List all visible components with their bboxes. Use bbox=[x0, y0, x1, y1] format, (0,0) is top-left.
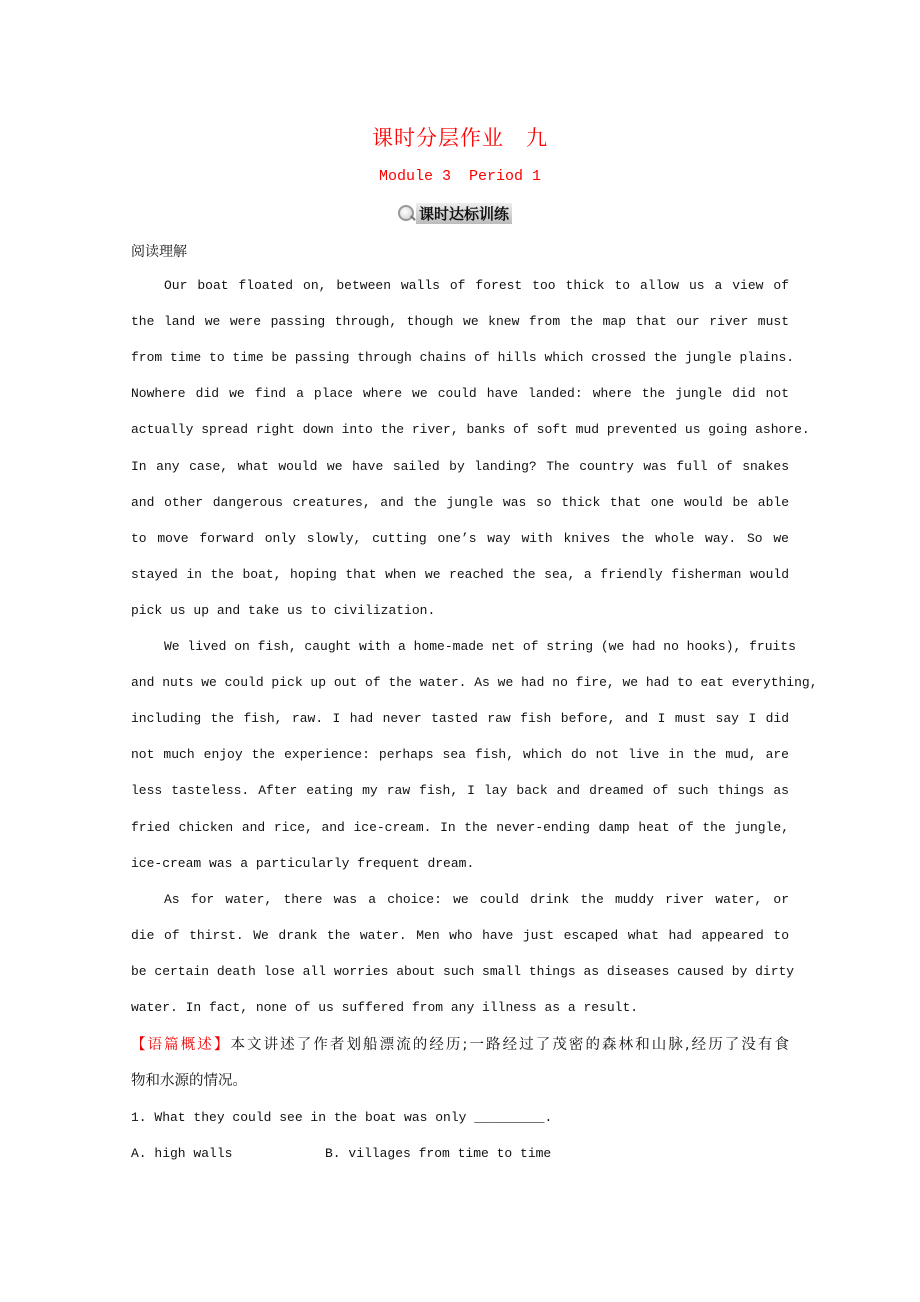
passage-line: Our boat floated on, between walls of forest too thick to allow us a view of bbox=[164, 278, 789, 293]
option-b: B. villages from time to time bbox=[325, 1146, 552, 1161]
summary-line: 物和水源的情况。 bbox=[131, 1073, 247, 1089]
passage-line: water. In fact, none of us suffered from any illness as a result. bbox=[131, 1000, 639, 1015]
passage-line: the land we were passing through, though we knew from the map that our river must bbox=[131, 314, 789, 330]
passage-line: not much enjoy the experience: perhaps sea fish, which do not live in the mud, are bbox=[131, 747, 789, 763]
summary-line bbox=[131, 1035, 789, 1055]
passage-line: pick us up and take us to civilization. bbox=[131, 602, 436, 618]
option-a: A. high walls bbox=[131, 1146, 233, 1161]
passage-line: and other dangerous creatures, and the jungle was so thick that one would be able bbox=[131, 494, 789, 510]
passage-line: actually spread right down into the river, banks of soft mud prevented us going ashore. bbox=[131, 422, 810, 438]
passage-line: to move forward only slowly, cutting one’s way with knives the whole way. So we bbox=[131, 530, 789, 546]
question-stem: 1. What they could see in the boat was only _________. bbox=[131, 1110, 553, 1125]
passage-line: and nuts we could pick up out of the water. As we had no fire, we had to eat everything, bbox=[131, 675, 818, 691]
passage-line: Nowhere did we find a place where we could have landed: where the jungle did not bbox=[131, 386, 789, 402]
passage-line: In any case, what would we have sailed by landing? The country was full of snakes bbox=[131, 458, 789, 474]
passage-line: from time to time be passing through chains of hills which crossed the jungle plains. bbox=[131, 350, 795, 366]
passage-line: We lived on fish, caught with a home-made net of string (we had no hooks), fruits bbox=[164, 639, 796, 654]
passage-line: including the fish, raw. I had never tasted raw fish before, and I must say I did bbox=[131, 711, 789, 727]
passage-line: be certain death lose all worries about such small things as diseases caused by dirty bbox=[131, 963, 795, 979]
passage-line: As for water, there was a choice: we could drink the muddy river water, or bbox=[164, 891, 789, 907]
passage-line: ice-cream was a particularly frequent dream. bbox=[131, 855, 475, 871]
passage-line: fried chicken and rice, and ice-cream. In the never-ending damp heat of the jungle, bbox=[131, 819, 789, 835]
question-options bbox=[131, 1144, 789, 1164]
section-label: 阅读理解 bbox=[131, 244, 187, 260]
passage-line: less tasteless. After eating my raw fish, I lay back and dreamed of such things as bbox=[131, 783, 789, 799]
section-badge bbox=[398, 202, 512, 224]
magnifier-icon bbox=[398, 205, 414, 221]
passage-line: die of thirst. We drank the water. Men who have just escaped what had appeared to bbox=[131, 927, 789, 943]
page-subtitle: Module 3 Period 1 bbox=[378, 168, 542, 185]
page-title: 课时分层作业 九 bbox=[372, 126, 548, 150]
passage-line: stayed in the boat, hoping that when we reached the sea, a friendly fisherman would bbox=[131, 566, 789, 582]
summary-label: 【语篇概述】 bbox=[131, 1037, 231, 1053]
badge-label: 课时达标训练 bbox=[416, 203, 512, 224]
summary-text: 本文讲述了作者划船漂流的经历;一路经过了茂密的森林和山脉,经历了没有食 bbox=[230, 1037, 789, 1053]
